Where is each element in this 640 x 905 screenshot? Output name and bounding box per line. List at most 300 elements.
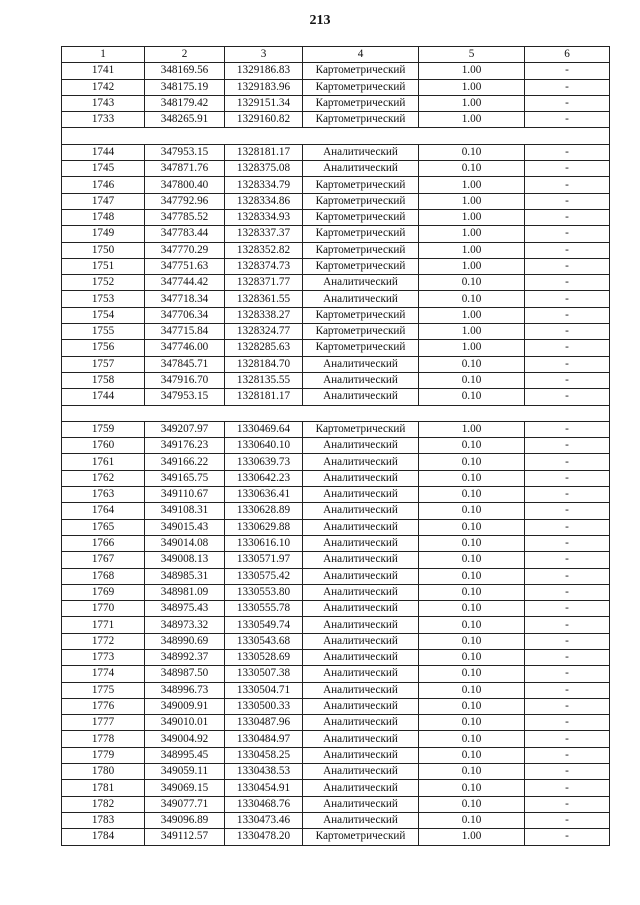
point-number-cell: 1754: [62, 307, 145, 323]
method-cell: Аналитический: [303, 617, 419, 633]
accuracy-cell: 1.00: [419, 242, 525, 258]
note-cell: -: [525, 454, 610, 470]
table-row: [62, 698, 610, 714]
point-number-cell: 1771: [62, 617, 145, 633]
table-row: [62, 226, 610, 242]
x-coordinate-cell: 347800.40: [145, 177, 225, 193]
x-coordinate-cell: 349207.97: [145, 421, 225, 437]
accuracy-cell: 0.10: [419, 698, 525, 714]
table-row: [62, 812, 610, 828]
note-cell: -: [525, 796, 610, 812]
table-row: [62, 503, 610, 519]
table-row: [62, 829, 610, 845]
point-number-cell: 1746: [62, 177, 145, 193]
x-coordinate-cell: 348973.32: [145, 617, 225, 633]
method-cell: Аналитический: [303, 747, 419, 763]
table-row: [62, 438, 610, 454]
point-number-cell: 1770: [62, 601, 145, 617]
note-cell: -: [525, 584, 610, 600]
note-cell: -: [525, 63, 610, 79]
note-cell: -: [525, 812, 610, 828]
x-coordinate-cell: 348985.31: [145, 568, 225, 584]
table-row: [62, 487, 610, 503]
y-coordinate-cell: 1330639.73: [225, 454, 303, 470]
y-coordinate-cell: 1330438.53: [225, 764, 303, 780]
y-coordinate-cell: 1330484.97: [225, 731, 303, 747]
x-coordinate-cell: 347953.15: [145, 389, 225, 405]
accuracy-cell: 0.10: [419, 747, 525, 763]
table-row: [62, 715, 610, 731]
accuracy-cell: 1.00: [419, 307, 525, 323]
x-coordinate-cell: 349009.91: [145, 698, 225, 714]
y-coordinate-cell: 1328337.37: [225, 226, 303, 242]
method-cell: Аналитический: [303, 275, 419, 291]
y-coordinate-cell: 1330478.20: [225, 829, 303, 845]
accuracy-cell: 1.00: [419, 226, 525, 242]
y-coordinate-cell: 1330575.42: [225, 568, 303, 584]
x-coordinate-cell: 348175.19: [145, 79, 225, 95]
accuracy-cell: 0.10: [419, 487, 525, 503]
x-coordinate-cell: 348992.37: [145, 649, 225, 665]
point-number-cell: 1766: [62, 535, 145, 551]
point-number-cell: 1762: [62, 470, 145, 486]
point-number-cell: 1742: [62, 79, 145, 95]
x-coordinate-cell: 348265.91: [145, 112, 225, 128]
point-number-cell: 1767: [62, 552, 145, 568]
note-cell: -: [525, 731, 610, 747]
accuracy-cell: 1.00: [419, 95, 525, 111]
y-coordinate-cell: 1328285.63: [225, 340, 303, 356]
point-number-cell: 1743: [62, 95, 145, 111]
point-number-cell: 1756: [62, 340, 145, 356]
accuracy-cell: 1.00: [419, 258, 525, 274]
accuracy-cell: 0.10: [419, 731, 525, 747]
note-cell: -: [525, 356, 610, 372]
accuracy-cell: 0.10: [419, 552, 525, 568]
note-cell: -: [525, 193, 610, 209]
accuracy-cell: 0.10: [419, 470, 525, 486]
method-cell: Аналитический: [303, 584, 419, 600]
point-number-cell: 1747: [62, 193, 145, 209]
note-cell: -: [525, 242, 610, 258]
accuracy-cell: 1.00: [419, 829, 525, 845]
method-cell: Аналитический: [303, 487, 419, 503]
method-cell: Картометрический: [303, 193, 419, 209]
method-cell: Аналитический: [303, 372, 419, 388]
note-cell: -: [525, 324, 610, 340]
accuracy-cell: 1.00: [419, 79, 525, 95]
method-cell: Аналитический: [303, 764, 419, 780]
point-number-cell: 1748: [62, 209, 145, 225]
x-coordinate-cell: 349110.67: [145, 487, 225, 503]
x-coordinate-cell: 347706.34: [145, 307, 225, 323]
table-row: [62, 389, 610, 405]
x-coordinate-cell: 347792.96: [145, 193, 225, 209]
accuracy-cell: 0.10: [419, 161, 525, 177]
accuracy-cell: 0.10: [419, 601, 525, 617]
x-coordinate-cell: 348995.45: [145, 747, 225, 763]
table-row: [62, 112, 610, 128]
y-coordinate-cell: 1328352.82: [225, 242, 303, 258]
note-cell: -: [525, 649, 610, 665]
table-row: [62, 258, 610, 274]
point-number-cell: 1745: [62, 161, 145, 177]
method-cell: Картометрический: [303, 829, 419, 845]
point-number-cell: 1763: [62, 487, 145, 503]
table-row: [62, 633, 610, 649]
method-cell: Картометрический: [303, 177, 419, 193]
method-cell: Картометрический: [303, 258, 419, 274]
accuracy-cell: 1.00: [419, 340, 525, 356]
method-cell: Аналитический: [303, 796, 419, 812]
table-row: [62, 63, 610, 79]
x-coordinate-cell: 349166.22: [145, 454, 225, 470]
method-cell: Аналитический: [303, 666, 419, 682]
point-number-cell: 1764: [62, 503, 145, 519]
y-coordinate-cell: 1329183.96: [225, 79, 303, 95]
note-cell: -: [525, 291, 610, 307]
table-row: [62, 356, 610, 372]
point-number-cell: 1778: [62, 731, 145, 747]
x-coordinate-cell: 347770.29: [145, 242, 225, 258]
x-coordinate-cell: 349108.31: [145, 503, 225, 519]
y-coordinate-cell: 1330555.78: [225, 601, 303, 617]
method-cell: Аналитический: [303, 503, 419, 519]
x-coordinate-cell: 347783.44: [145, 226, 225, 242]
method-cell: Аналитический: [303, 144, 419, 160]
x-coordinate-cell: 349112.57: [145, 829, 225, 845]
column-header: 4: [303, 47, 419, 63]
method-cell: Картометрический: [303, 421, 419, 437]
table-row: [62, 780, 610, 796]
accuracy-cell: 0.10: [419, 812, 525, 828]
method-cell: Аналитический: [303, 535, 419, 551]
note-cell: -: [525, 209, 610, 225]
accuracy-cell: 0.10: [419, 617, 525, 633]
note-cell: -: [525, 112, 610, 128]
x-coordinate-cell: 349015.43: [145, 519, 225, 535]
point-number-cell: 1775: [62, 682, 145, 698]
method-cell: Картометрический: [303, 95, 419, 111]
note-cell: -: [525, 389, 610, 405]
method-cell: Аналитический: [303, 470, 419, 486]
y-coordinate-cell: 1328324.77: [225, 324, 303, 340]
accuracy-cell: 0.10: [419, 584, 525, 600]
method-cell: Аналитический: [303, 731, 419, 747]
method-cell: Аналитический: [303, 601, 419, 617]
x-coordinate-cell: 347953.15: [145, 144, 225, 160]
table-row: [62, 470, 610, 486]
accuracy-cell: 0.10: [419, 356, 525, 372]
method-cell: Аналитический: [303, 715, 419, 731]
y-coordinate-cell: 1330616.10: [225, 535, 303, 551]
x-coordinate-cell: 349010.01: [145, 715, 225, 731]
accuracy-cell: 0.10: [419, 764, 525, 780]
table-row: [62, 552, 610, 568]
table-row: [62, 95, 610, 111]
y-coordinate-cell: 1330528.69: [225, 649, 303, 665]
y-coordinate-cell: 1329160.82: [225, 112, 303, 128]
y-coordinate-cell: 1329186.83: [225, 63, 303, 79]
accuracy-cell: 0.10: [419, 682, 525, 698]
y-coordinate-cell: 1330487.96: [225, 715, 303, 731]
x-coordinate-cell: 348987.50: [145, 666, 225, 682]
note-cell: -: [525, 601, 610, 617]
note-cell: -: [525, 535, 610, 551]
x-coordinate-cell: 348975.43: [145, 601, 225, 617]
y-coordinate-cell: 1329151.34: [225, 95, 303, 111]
note-cell: -: [525, 177, 610, 193]
point-number-cell: 1759: [62, 421, 145, 437]
y-coordinate-cell: 1330500.33: [225, 698, 303, 714]
accuracy-cell: 1.00: [419, 112, 525, 128]
method-cell: Аналитический: [303, 438, 419, 454]
point-number-cell: 1782: [62, 796, 145, 812]
table-row: [62, 209, 610, 225]
x-coordinate-cell: 347744.42: [145, 275, 225, 291]
y-coordinate-cell: 1330549.74: [225, 617, 303, 633]
table-row: [62, 144, 610, 160]
y-coordinate-cell: 1330628.89: [225, 503, 303, 519]
note-cell: -: [525, 552, 610, 568]
y-coordinate-cell: 1328334.86: [225, 193, 303, 209]
table-row: [62, 568, 610, 584]
table-row: [62, 796, 610, 812]
x-coordinate-cell: 348996.73: [145, 682, 225, 698]
method-cell: Аналитический: [303, 454, 419, 470]
note-cell: -: [525, 340, 610, 356]
note-cell: -: [525, 519, 610, 535]
page-number: 213: [309, 13, 331, 28]
accuracy-cell: 0.10: [419, 633, 525, 649]
method-cell: Картометрический: [303, 242, 419, 258]
point-number-cell: 1779: [62, 747, 145, 763]
y-coordinate-cell: 1328334.93: [225, 209, 303, 225]
method-cell: Аналитический: [303, 389, 419, 405]
method-cell: Аналитический: [303, 633, 419, 649]
method-cell: Картометрический: [303, 63, 419, 79]
x-coordinate-cell: 349008.13: [145, 552, 225, 568]
column-header: 3: [225, 47, 303, 63]
method-cell: Картометрический: [303, 112, 419, 128]
x-coordinate-cell: 347871.76: [145, 161, 225, 177]
table-header-row: [62, 47, 610, 63]
note-cell: -: [525, 258, 610, 274]
accuracy-cell: 0.10: [419, 438, 525, 454]
x-coordinate-cell: 348990.69: [145, 633, 225, 649]
note-cell: -: [525, 144, 610, 160]
point-number-cell: 1772: [62, 633, 145, 649]
y-coordinate-cell: 1328135.55: [225, 372, 303, 388]
table-row: [62, 617, 610, 633]
table-row: [62, 372, 610, 388]
x-coordinate-cell: 347751.63: [145, 258, 225, 274]
note-cell: -: [525, 275, 610, 291]
note-cell: -: [525, 666, 610, 682]
accuracy-cell: 0.10: [419, 389, 525, 405]
point-number-cell: 1780: [62, 764, 145, 780]
note-cell: -: [525, 372, 610, 388]
method-cell: Аналитический: [303, 161, 419, 177]
note-cell: -: [525, 829, 610, 845]
y-coordinate-cell: 1330642.23: [225, 470, 303, 486]
method-cell: Картометрический: [303, 340, 419, 356]
x-coordinate-cell: 347916.70: [145, 372, 225, 388]
x-coordinate-cell: 349059.11: [145, 764, 225, 780]
note-cell: -: [525, 421, 610, 437]
table-row: [62, 682, 610, 698]
x-coordinate-cell: 349176.23: [145, 438, 225, 454]
y-coordinate-cell: 1330571.97: [225, 552, 303, 568]
x-coordinate-cell: 347746.00: [145, 340, 225, 356]
column-header: 1: [62, 47, 145, 63]
point-number-cell: 1758: [62, 372, 145, 388]
point-number-cell: 1744: [62, 389, 145, 405]
point-number-cell: 1773: [62, 649, 145, 665]
y-coordinate-cell: 1330553.80: [225, 584, 303, 600]
point-number-cell: 1755: [62, 324, 145, 340]
table-row: [62, 340, 610, 356]
accuracy-cell: 0.10: [419, 503, 525, 519]
column-header: 5: [419, 47, 525, 63]
method-cell: Аналитический: [303, 698, 419, 714]
point-number-cell: 1784: [62, 829, 145, 845]
table-separator-row: [62, 405, 610, 421]
table-body: [62, 63, 610, 845]
y-coordinate-cell: 1328334.79: [225, 177, 303, 193]
accuracy-cell: 0.10: [419, 649, 525, 665]
y-coordinate-cell: 1330454.91: [225, 780, 303, 796]
accuracy-cell: 0.10: [419, 372, 525, 388]
method-cell: Картометрический: [303, 307, 419, 323]
note-cell: -: [525, 747, 610, 763]
separator-cell: [62, 128, 610, 144]
table-row: [62, 161, 610, 177]
accuracy-cell: 0.10: [419, 568, 525, 584]
accuracy-cell: 0.10: [419, 454, 525, 470]
note-cell: -: [525, 715, 610, 731]
method-cell: Аналитический: [303, 519, 419, 535]
y-coordinate-cell: 1328374.73: [225, 258, 303, 274]
table-row: [62, 747, 610, 763]
x-coordinate-cell: 349096.89: [145, 812, 225, 828]
table-separator-row: [62, 128, 610, 144]
y-coordinate-cell: 1330543.68: [225, 633, 303, 649]
y-coordinate-cell: 1330469.64: [225, 421, 303, 437]
note-cell: -: [525, 764, 610, 780]
table-row: [62, 79, 610, 95]
y-coordinate-cell: 1328338.27: [225, 307, 303, 323]
x-coordinate-cell: 349165.75: [145, 470, 225, 486]
method-cell: Аналитический: [303, 568, 419, 584]
note-cell: -: [525, 487, 610, 503]
note-cell: -: [525, 307, 610, 323]
method-cell: Картометрический: [303, 226, 419, 242]
point-number-cell: 1744: [62, 144, 145, 160]
note-cell: -: [525, 682, 610, 698]
point-number-cell: 1733: [62, 112, 145, 128]
table-row: [62, 601, 610, 617]
accuracy-cell: 0.10: [419, 144, 525, 160]
table-row: [62, 519, 610, 535]
note-cell: -: [525, 95, 610, 111]
method-cell: Картометрический: [303, 324, 419, 340]
accuracy-cell: 1.00: [419, 193, 525, 209]
point-number-cell: 1761: [62, 454, 145, 470]
note-cell: -: [525, 568, 610, 584]
accuracy-cell: 1.00: [419, 421, 525, 437]
separator-cell: [62, 405, 610, 421]
point-number-cell: 1750: [62, 242, 145, 258]
x-coordinate-cell: 348981.09: [145, 584, 225, 600]
table-row: [62, 535, 610, 551]
y-coordinate-cell: 1330468.76: [225, 796, 303, 812]
method-cell: Картометрический: [303, 209, 419, 225]
point-number-cell: 1752: [62, 275, 145, 291]
y-coordinate-cell: 1330458.25: [225, 747, 303, 763]
point-number-cell: 1774: [62, 666, 145, 682]
point-number-cell: 1781: [62, 780, 145, 796]
accuracy-cell: 0.10: [419, 291, 525, 307]
accuracy-cell: 1.00: [419, 209, 525, 225]
y-coordinate-cell: 1328375.08: [225, 161, 303, 177]
y-coordinate-cell: 1330640.10: [225, 438, 303, 454]
point-number-cell: 1765: [62, 519, 145, 535]
method-cell: Аналитический: [303, 552, 419, 568]
point-number-cell: 1783: [62, 812, 145, 828]
note-cell: -: [525, 161, 610, 177]
note-cell: -: [525, 633, 610, 649]
y-coordinate-cell: 1328184.70: [225, 356, 303, 372]
note-cell: -: [525, 698, 610, 714]
y-coordinate-cell: 1328181.17: [225, 144, 303, 160]
x-coordinate-cell: 347715.84: [145, 324, 225, 340]
point-number-cell: 1776: [62, 698, 145, 714]
x-coordinate-cell: 349014.08: [145, 535, 225, 551]
y-coordinate-cell: 1330473.46: [225, 812, 303, 828]
point-number-cell: 1757: [62, 356, 145, 372]
column-header: 6: [525, 47, 610, 63]
point-number-cell: 1741: [62, 63, 145, 79]
accuracy-cell: 0.10: [419, 275, 525, 291]
accuracy-cell: 0.10: [419, 780, 525, 796]
table-row: [62, 242, 610, 258]
method-cell: Аналитический: [303, 649, 419, 665]
accuracy-cell: 1.00: [419, 177, 525, 193]
table-row: [62, 731, 610, 747]
accuracy-cell: 0.10: [419, 715, 525, 731]
point-number-cell: 1749: [62, 226, 145, 242]
table-row: [62, 584, 610, 600]
table-row: [62, 307, 610, 323]
table-row: [62, 275, 610, 291]
coordinates-table: [61, 46, 610, 846]
x-coordinate-cell: 348169.56: [145, 63, 225, 79]
table-row: [62, 454, 610, 470]
table-row: [62, 291, 610, 307]
table-row: [62, 764, 610, 780]
note-cell: -: [525, 780, 610, 796]
accuracy-cell: 1.00: [419, 324, 525, 340]
method-cell: Картометрический: [303, 79, 419, 95]
y-coordinate-cell: 1328371.77: [225, 275, 303, 291]
point-number-cell: 1777: [62, 715, 145, 731]
note-cell: -: [525, 226, 610, 242]
y-coordinate-cell: 1330507.38: [225, 666, 303, 682]
y-coordinate-cell: 1328181.17: [225, 389, 303, 405]
x-coordinate-cell: 347785.52: [145, 209, 225, 225]
x-coordinate-cell: 349077.71: [145, 796, 225, 812]
